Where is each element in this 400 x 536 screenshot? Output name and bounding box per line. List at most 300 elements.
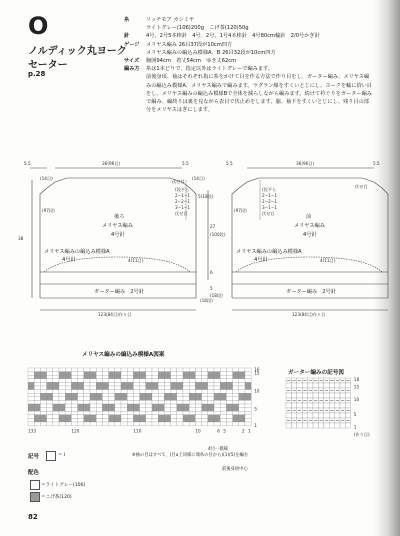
chart-cell <box>183 393 189 397</box>
garter-cell <box>335 403 340 408</box>
chart-cell <box>121 382 127 386</box>
chart-cell <box>121 390 127 394</box>
dim-label: (100段) <box>210 232 226 237</box>
chart-cell <box>102 382 108 386</box>
chart-cell <box>71 411 77 415</box>
chart-cell <box>84 382 90 386</box>
chart-cell <box>152 404 158 408</box>
chart-cell <box>177 368 183 372</box>
chart-cell <box>34 404 40 408</box>
chart-cell <box>245 411 251 415</box>
chart-cell <box>28 397 34 401</box>
dim-label: (97段) <box>234 208 247 213</box>
chart-cell <box>127 386 133 390</box>
chart-cell <box>158 415 164 419</box>
chart-cell <box>140 386 146 390</box>
chart-cell <box>115 408 121 412</box>
chart-cell <box>102 422 108 426</box>
chart-cell <box>233 422 239 426</box>
back-yoke-needle: 4号針 <box>62 257 76 263</box>
chart-cell <box>71 408 77 412</box>
chart-cell <box>109 408 115 412</box>
chart-cell <box>102 372 108 376</box>
chart-cell <box>59 379 65 383</box>
garter-cell <box>308 383 313 388</box>
dim-label: 伏せ目 <box>175 211 188 216</box>
chart-cell <box>183 379 189 383</box>
chart-cell <box>96 393 102 397</box>
chart-cell <box>146 375 152 379</box>
chart-cell <box>65 368 71 372</box>
chart-cell <box>121 386 127 390</box>
chart-cell <box>146 397 152 401</box>
chart-cell <box>40 418 46 422</box>
chart-cell <box>71 397 77 401</box>
garter-cell <box>286 393 291 398</box>
chart-cell <box>183 375 189 379</box>
chart-cell <box>189 368 195 372</box>
chart-cell <box>78 390 84 394</box>
chart-cell <box>102 386 108 390</box>
garter-cell <box>345 393 350 398</box>
back-needle: 4号針 <box>111 232 125 238</box>
chart-cell <box>245 382 251 386</box>
dim-label: (段平ら <box>175 187 190 192</box>
garter-cell <box>318 413 323 418</box>
chart-cell <box>133 375 139 379</box>
chart-cell <box>239 390 245 394</box>
chart-cell <box>109 379 115 383</box>
chart-cell <box>220 418 226 422</box>
materials-value: メリヤス編み 26目37段が10cm四方 <box>146 41 233 48</box>
chart-cell <box>220 422 226 426</box>
chart-cell <box>202 415 208 419</box>
chart-cell <box>189 408 195 412</box>
chart-cell <box>152 400 158 404</box>
garter-cell <box>308 423 313 428</box>
chart-cell <box>202 382 208 386</box>
materials-key <box>124 24 146 32</box>
chart-cell <box>127 382 133 386</box>
chart-cell <box>121 379 127 383</box>
chart-cell <box>28 411 34 415</box>
chart-cell <box>59 404 65 408</box>
chart-cell <box>71 418 77 422</box>
chart-cell <box>121 372 127 376</box>
chart-cell <box>47 390 53 394</box>
chart-cell <box>146 404 152 408</box>
chart-cell <box>214 386 220 390</box>
chart-cell <box>59 411 65 415</box>
chart-cell <box>127 422 133 426</box>
chart-cell <box>102 397 108 401</box>
chart-cell <box>127 411 133 415</box>
chart-cell <box>164 379 170 383</box>
chart-cell <box>195 400 201 404</box>
chart-cell <box>208 418 214 422</box>
chart-cell <box>127 393 133 397</box>
chart-cell <box>109 415 115 419</box>
chart-cell <box>65 411 71 415</box>
chart-cell <box>189 386 195 390</box>
garter-cell <box>329 423 334 428</box>
dim-label: 123(84目)作り目 <box>98 312 132 317</box>
chart-cell <box>34 382 40 386</box>
chart-cell <box>140 411 146 415</box>
chart-cell <box>96 422 102 426</box>
garter-chart-title: ガーター編みの記号図 <box>288 370 344 376</box>
chart-cell <box>96 379 102 383</box>
garter-cell <box>335 393 340 398</box>
materials-row <box>124 49 374 57</box>
chart-cell <box>102 408 108 412</box>
chart-cell <box>102 379 108 383</box>
dim-label: 5.5 <box>226 161 233 166</box>
chart-cell <box>96 390 102 394</box>
chart-cell <box>84 418 90 422</box>
legend-swatch-dark <box>30 492 40 502</box>
chart-cell <box>115 415 121 419</box>
chart-cell <box>171 372 177 376</box>
chart-cell <box>127 368 133 372</box>
garter-row-tick: 18 <box>353 377 360 382</box>
chart-cell <box>133 368 139 372</box>
chart-cell <box>65 422 71 426</box>
dim-label: 2−2−1 <box>175 199 191 204</box>
chart-cell <box>245 422 251 426</box>
chart-cell <box>158 397 164 401</box>
chart-cell <box>115 368 121 372</box>
chart-cell <box>152 382 158 386</box>
chart-cell <box>140 393 146 397</box>
chart-cell <box>152 379 158 383</box>
chart-cell <box>78 397 84 401</box>
garter-cell <box>308 403 313 408</box>
chart-cell <box>47 379 53 383</box>
chart-cell <box>84 400 90 404</box>
chart-x-tick: 110 <box>133 428 142 434</box>
chart-cell <box>78 408 84 412</box>
chart-cell <box>53 404 59 408</box>
chart-cell <box>245 368 251 372</box>
chart-cell <box>146 379 152 383</box>
chart-cell <box>189 418 195 422</box>
chart-cell <box>84 386 90 390</box>
chart-cell <box>158 386 164 390</box>
chart-cell <box>177 386 183 390</box>
materials-row <box>124 32 374 40</box>
garter-cell <box>345 403 350 408</box>
chart-cell <box>220 368 226 372</box>
chart-cell <box>239 372 245 376</box>
chart-cell <box>214 393 220 397</box>
chart-cell <box>226 418 232 422</box>
garter-cell <box>313 413 318 418</box>
chart-cell <box>152 397 158 401</box>
chart-cell <box>239 375 245 379</box>
chart-cell <box>158 375 164 379</box>
chart-cell <box>47 408 53 412</box>
chart-cell <box>84 404 90 408</box>
chart-cell <box>65 386 71 390</box>
chart-cell <box>115 393 121 397</box>
chart-cell <box>220 386 226 390</box>
chart-cell <box>53 408 59 412</box>
chart-cell <box>214 408 220 412</box>
chart-cell <box>164 411 170 415</box>
chart-cell <box>226 422 232 426</box>
chart-cell <box>239 422 245 426</box>
chart-cell <box>109 368 115 372</box>
chart-cell <box>220 375 226 379</box>
chart-cell <box>59 422 65 426</box>
chart-cell <box>102 415 108 419</box>
chart-cell <box>47 404 53 408</box>
chart-cell <box>53 397 59 401</box>
chart-cell <box>78 372 84 376</box>
chart-cell <box>78 375 84 379</box>
chart-cell <box>115 397 121 401</box>
chart-cell <box>164 408 170 412</box>
chart-cell <box>90 368 96 372</box>
chart-cell <box>195 379 201 383</box>
dim-label: (97段) <box>42 208 55 213</box>
chart-cell <box>65 393 71 397</box>
chart-cell <box>40 390 46 394</box>
chart-cell <box>90 382 96 386</box>
chart-cell <box>40 368 46 372</box>
chart-cell <box>40 400 46 404</box>
chart-cell <box>140 415 146 419</box>
chart-cell <box>233 404 239 408</box>
chart-cell <box>115 386 121 390</box>
chart-cell <box>208 390 214 394</box>
chart-cell <box>65 390 71 394</box>
chart-cell <box>226 415 232 419</box>
chart-cell <box>121 411 127 415</box>
front-stitch: メリヤス編み <box>294 223 325 229</box>
chart-cell <box>28 418 34 422</box>
chart-cell <box>90 379 96 383</box>
chart-cell <box>71 379 77 383</box>
materials-key: サイズ <box>124 58 140 65</box>
chart-cell <box>183 411 189 415</box>
chart-cell <box>239 386 245 390</box>
chart-cell <box>183 368 189 372</box>
chart-cell <box>40 393 46 397</box>
chart-cell <box>96 386 102 390</box>
dim-label: 伏せ目 <box>172 179 185 184</box>
chart-cell <box>220 382 226 386</box>
garter-cell <box>318 393 323 398</box>
materials-value: ライトグレー(106)200g こげ茶(120)50g <box>146 25 249 32</box>
legend-color-light: ＝ライトグレー(106) <box>41 483 86 488</box>
chart-cell <box>133 386 139 390</box>
chart-cell <box>202 375 208 379</box>
chart-cell <box>245 404 251 408</box>
chart-cell <box>177 404 183 408</box>
chart-cell <box>146 422 152 426</box>
chart-cell <box>140 400 146 404</box>
dim-label: 5(18段) <box>198 194 214 199</box>
chart-cell <box>59 393 65 397</box>
chart-cell <box>59 375 65 379</box>
chart-cell <box>146 372 152 376</box>
garter-cell <box>302 413 307 418</box>
chart-cell <box>84 411 90 415</box>
chart-cell <box>53 422 59 426</box>
garter-cell <box>345 423 350 428</box>
chart-cell <box>208 415 214 419</box>
chart-cell <box>195 404 201 408</box>
chart-cell <box>34 390 40 394</box>
dim-label: 2−2−1 <box>262 199 278 204</box>
chart-cell <box>202 400 208 404</box>
materials-row <box>124 65 374 114</box>
chart-cell <box>34 386 40 390</box>
chart-x-tick: 5 <box>223 428 226 434</box>
chart-cell <box>90 422 96 426</box>
chart-cell <box>233 390 239 394</box>
chart-cell <box>208 375 214 379</box>
chart-x-tick: 6 <box>217 428 220 434</box>
chart-cell <box>183 408 189 412</box>
chart-cell <box>214 379 220 383</box>
garter-cell <box>329 413 334 418</box>
dim-label: (18段) <box>210 293 223 298</box>
chart-cell <box>152 372 158 376</box>
chart-cell <box>127 379 133 383</box>
chart-cell <box>171 397 177 401</box>
garter-cell <box>329 403 334 408</box>
chart-cell <box>226 400 232 404</box>
front-needle: 4号針 <box>303 232 317 238</box>
chart-cell <box>214 368 220 372</box>
materials-row <box>124 41 374 49</box>
chart-cell <box>90 397 96 401</box>
chart-cell <box>202 393 208 397</box>
chart-cell <box>34 397 40 401</box>
chart-cell <box>152 415 158 419</box>
front-outline <box>232 178 388 298</box>
chart-cell <box>202 397 208 401</box>
chart-cell <box>127 372 133 376</box>
chart-cell <box>177 418 183 422</box>
chart-cell <box>177 422 183 426</box>
chart-cell <box>121 408 127 412</box>
chart-cell <box>226 368 232 372</box>
chart-cell <box>109 400 115 404</box>
chart-cell <box>78 379 84 383</box>
chart-cell <box>245 390 251 394</box>
legend-key-label: 記号 <box>28 454 40 460</box>
chart-cell <box>146 382 152 386</box>
chart-cell <box>102 411 108 415</box>
chart-cell <box>140 397 146 401</box>
chart-cell <box>140 390 146 394</box>
chart-cell <box>245 408 251 412</box>
chart-cell <box>59 386 65 390</box>
chart-cell <box>189 372 195 376</box>
garter-cell <box>335 423 340 428</box>
chart-cell <box>152 368 158 372</box>
chart-x-tick: 2 <box>241 428 245 434</box>
chart-cell <box>245 415 251 419</box>
garter-cell <box>297 413 302 418</box>
chart-cell <box>90 404 96 408</box>
chart-cell <box>239 379 245 383</box>
chart-cell <box>121 397 127 401</box>
chart-cell <box>183 372 189 376</box>
chart-cell <box>121 415 127 419</box>
chart-cell <box>177 397 183 401</box>
chart-cell <box>115 400 121 404</box>
chart-cell <box>195 382 201 386</box>
chart-cell <box>47 411 53 415</box>
chart-cell <box>28 400 34 404</box>
chart-cell <box>152 411 158 415</box>
chart-cell <box>102 368 108 372</box>
chart-cell <box>84 372 90 376</box>
chart-cell <box>28 379 34 383</box>
chart-cell <box>65 404 71 408</box>
chart-cell <box>115 411 121 415</box>
chart-cell <box>177 393 183 397</box>
garter-cell <box>313 423 318 428</box>
dim-label: 5.5 <box>24 161 31 166</box>
chart-y-tick: 10 <box>254 388 260 394</box>
chart-cell <box>47 375 53 379</box>
chart-cell <box>158 400 164 404</box>
chart-cell <box>146 393 152 397</box>
chart-cell <box>28 393 34 397</box>
chart-cell <box>71 415 77 419</box>
chart-cell <box>183 404 189 408</box>
chart-cell <box>189 411 195 415</box>
chart-cell <box>220 400 226 404</box>
chart-cell <box>133 404 139 408</box>
chart-cell <box>164 382 170 386</box>
chart-cell <box>34 368 40 372</box>
chart-cell <box>96 411 102 415</box>
chart-cell <box>214 411 220 415</box>
chart-cell <box>146 408 152 412</box>
chart-cell <box>71 368 77 372</box>
chart-cell <box>202 386 208 390</box>
garter-cell <box>286 423 291 428</box>
garter-cell <box>286 413 291 418</box>
chart-cell <box>202 372 208 376</box>
chart-cell <box>28 368 34 372</box>
chart-cell <box>177 390 183 394</box>
chart-cell <box>78 386 84 390</box>
dim-label: 27 <box>210 224 216 229</box>
chart-cell <box>226 408 232 412</box>
chart-cell <box>127 400 133 404</box>
chart-cell <box>140 379 146 383</box>
chart-cell <box>158 368 164 372</box>
chart-cell <box>214 404 220 408</box>
chart-cell <box>226 372 232 376</box>
chart-cell <box>189 379 195 383</box>
chart-cell <box>34 411 40 415</box>
garter-cell <box>308 413 313 418</box>
chart-cell <box>202 368 208 372</box>
dim-label: 4(11目) <box>320 258 336 263</box>
chart-cell <box>239 411 245 415</box>
chart-cell <box>90 386 96 390</box>
chart-cell <box>239 382 245 386</box>
